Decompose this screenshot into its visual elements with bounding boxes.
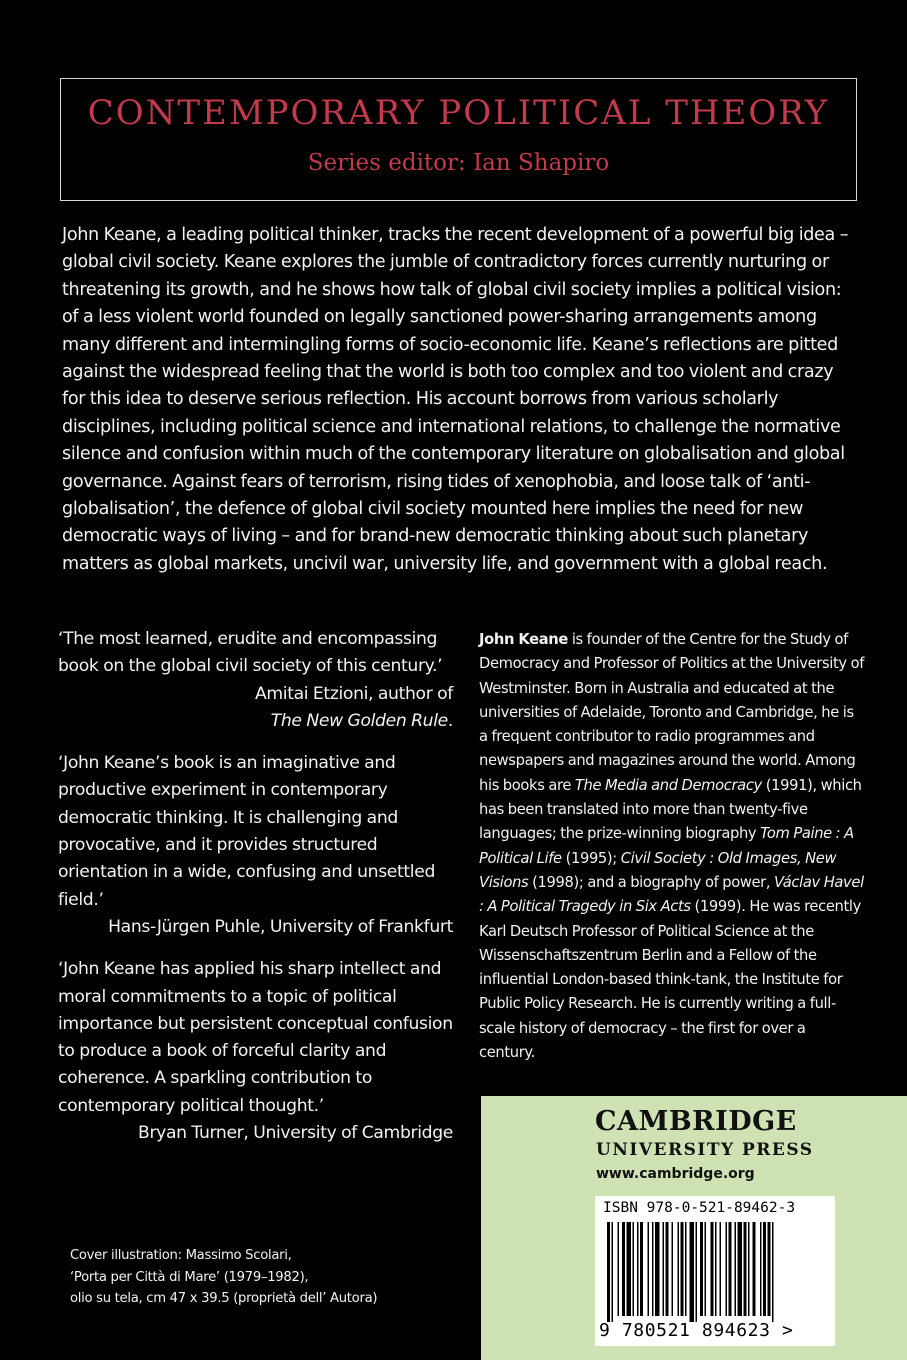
bio-text: (1991), which has been translated into more than twenty-five languages; the prize-winning biography (479, 776, 862, 843)
quote-work-suffix: . (447, 710, 453, 731)
barcode-bar (700, 1222, 703, 1316)
publisher-logo-subtitle: UNIVERSITY PRESS (596, 1140, 814, 1160)
barcode (595, 1196, 835, 1346)
series-box (60, 78, 857, 201)
barcode-bar (768, 1222, 771, 1316)
book-blurb: John Keane, a leading political thinker, tracks the recent development of a powerful big idea – global civil society. Keane explores the jumble of contradictory forces currently nurturing or threatening its growth, and he shows how talk of global civil society implies a political vision: of a less violent world founded on legally sanctioned power-sharing arrangements among many different and intermingling forms of socio-economic life. Keane’s reflections are pitted against the widespread feeling that the world is both too complex and too violent and crazy for this idea to deserve serious reflection. His account borrows from various scholarly disciplines, including political science and international relations, to challenge the normative silence and confusion within much of the contemporary literature on globalisation and global governance. Against fears of terrorism, rising tides of xenophobia, and loose talk of ‘anti-globalisation’, the defence of global civil society mounted here implies the need for new democratic ways of living – and for brand-new democratic thinking about such planetary matters as global markets, uncivil war, university life, and government with a global reach. (62, 225, 849, 574)
barcode-bar (678, 1222, 680, 1316)
barcode-bar (685, 1222, 687, 1316)
barcode-bar (696, 1222, 698, 1322)
barcode-bar (726, 1222, 728, 1316)
cover-credit-line: olio su tela, cm 47 x 39.5 (proprietà dell’ Autora) (70, 1291, 378, 1306)
publisher-panel (481, 1096, 907, 1360)
barcode-bar (633, 1222, 635, 1316)
cover-credit-line: ‘Porta per Città di Mare’ (1979–1982), (70, 1269, 309, 1285)
barcode-bar (672, 1222, 674, 1316)
barcode-bar (627, 1222, 632, 1316)
barcode-digits: 9 780521 894623 > (599, 1320, 794, 1341)
book-title: Tom Paine : A Political Life (479, 825, 854, 867)
barcode-bar (618, 1222, 620, 1316)
review-quotes (58, 626, 453, 1162)
series-title: CONTEMPORARY POLITICAL THEORY (87, 93, 830, 133)
review-quote (58, 750, 453, 941)
review-quote (58, 626, 453, 735)
barcode-bar (744, 1222, 747, 1316)
publisher-url: www.cambridge.org (596, 1166, 755, 1182)
barcode-bar (720, 1222, 722, 1316)
series-editor: Series editor: Ian Shapiro (307, 150, 610, 176)
barcode-bar (763, 1222, 766, 1316)
barcode-bar (753, 1222, 756, 1316)
barcode-bar (640, 1222, 643, 1316)
quote-author: Amitai Etzioni, author of (254, 683, 453, 704)
barcode-bar (655, 1222, 660, 1316)
barcode-bar (748, 1222, 750, 1316)
barcode-bar (729, 1222, 732, 1316)
isbn-label: ISBN 978-0-521-89462-3 (603, 1200, 796, 1216)
book-title: The Media and Democracy (574, 776, 762, 794)
quote-work-line (58, 708, 453, 735)
barcode-bars (607, 1222, 823, 1322)
barcode-bar (652, 1222, 654, 1316)
author-name: John Keane (479, 631, 568, 648)
review-quote (58, 956, 453, 1147)
barcode-bar (715, 1222, 717, 1316)
barcode-bar (735, 1222, 737, 1316)
book-title: Civil Society : Old Images, New Visions (479, 849, 837, 891)
quote-author: Bryan Turner, University of Cambridge (138, 1123, 453, 1144)
quote-text: ‘The most learned, erudite and encompassing book on the global civil society of this century.’ (58, 629, 443, 677)
barcode-bar (637, 1222, 639, 1316)
barcode-bar (772, 1222, 774, 1322)
bio-text: (1995); (561, 849, 621, 867)
publisher-logo-name: CAMBRIDGE (595, 1106, 797, 1137)
bio-text: is founder of the Centre for the Study of Democracy and Professor of Politics at the University of Westminster. Born in Australia and educated at the universities of Adelaide, Toronto and Cambridge, he is a frequent contributor to radio programmes and newspapers and magazines around the world. Among his books are (479, 631, 865, 794)
quote-author: Hans-Jürgen Puhle, University of Frankfurt (108, 916, 453, 937)
barcode-bar (622, 1222, 625, 1316)
quote-text: ‘John Keane’s book is an imaginative and productive experiment in contemporary democratic thinking. It is challenging and provocative, and it provides structured orientation in a wide, confusing and unsettled field.’ (58, 753, 436, 910)
barcode-bar (666, 1222, 669, 1316)
barcode-bar (607, 1222, 610, 1322)
quote-text: ‘John Keane has applied his sharp intellect and moral commitments to a topic of political importance but persistent conceptual confusion to produce a book of forceful clarity and coherence. A sparkling contribution to contemporary political thought.’ (58, 959, 453, 1116)
quote-work-title: The New Golden Rule (270, 710, 448, 731)
barcode-bar (612, 1222, 614, 1322)
barcode-bar (681, 1222, 684, 1316)
cover-credit (70, 1245, 430, 1310)
barcode-bar (711, 1222, 714, 1316)
bio-text: (1998); and a biography of power, (528, 873, 775, 891)
book-title: Václav Havel : A Political Tragedy in Six Acts (479, 873, 864, 916)
barcode-bar (690, 1222, 695, 1322)
barcode-bar (738, 1222, 743, 1316)
barcode-bar (705, 1222, 707, 1316)
cover-credit-line: Cover illustration: Massimo Scolari, (70, 1248, 292, 1263)
author-bio (479, 628, 865, 1065)
barcode-bar (648, 1222, 650, 1316)
bio-text: (1999). He was recently Karl Deutsch Professor of Political Science at the Wissenschaftszentrum Berlin and a Fellow of the influential London-based think-tank, the Institute for Public Policy Research. He is currently writing a full-scale history of democracy – the first for over a century. (479, 898, 861, 1062)
barcode-bar (760, 1222, 762, 1316)
barcode-bar (663, 1222, 665, 1316)
